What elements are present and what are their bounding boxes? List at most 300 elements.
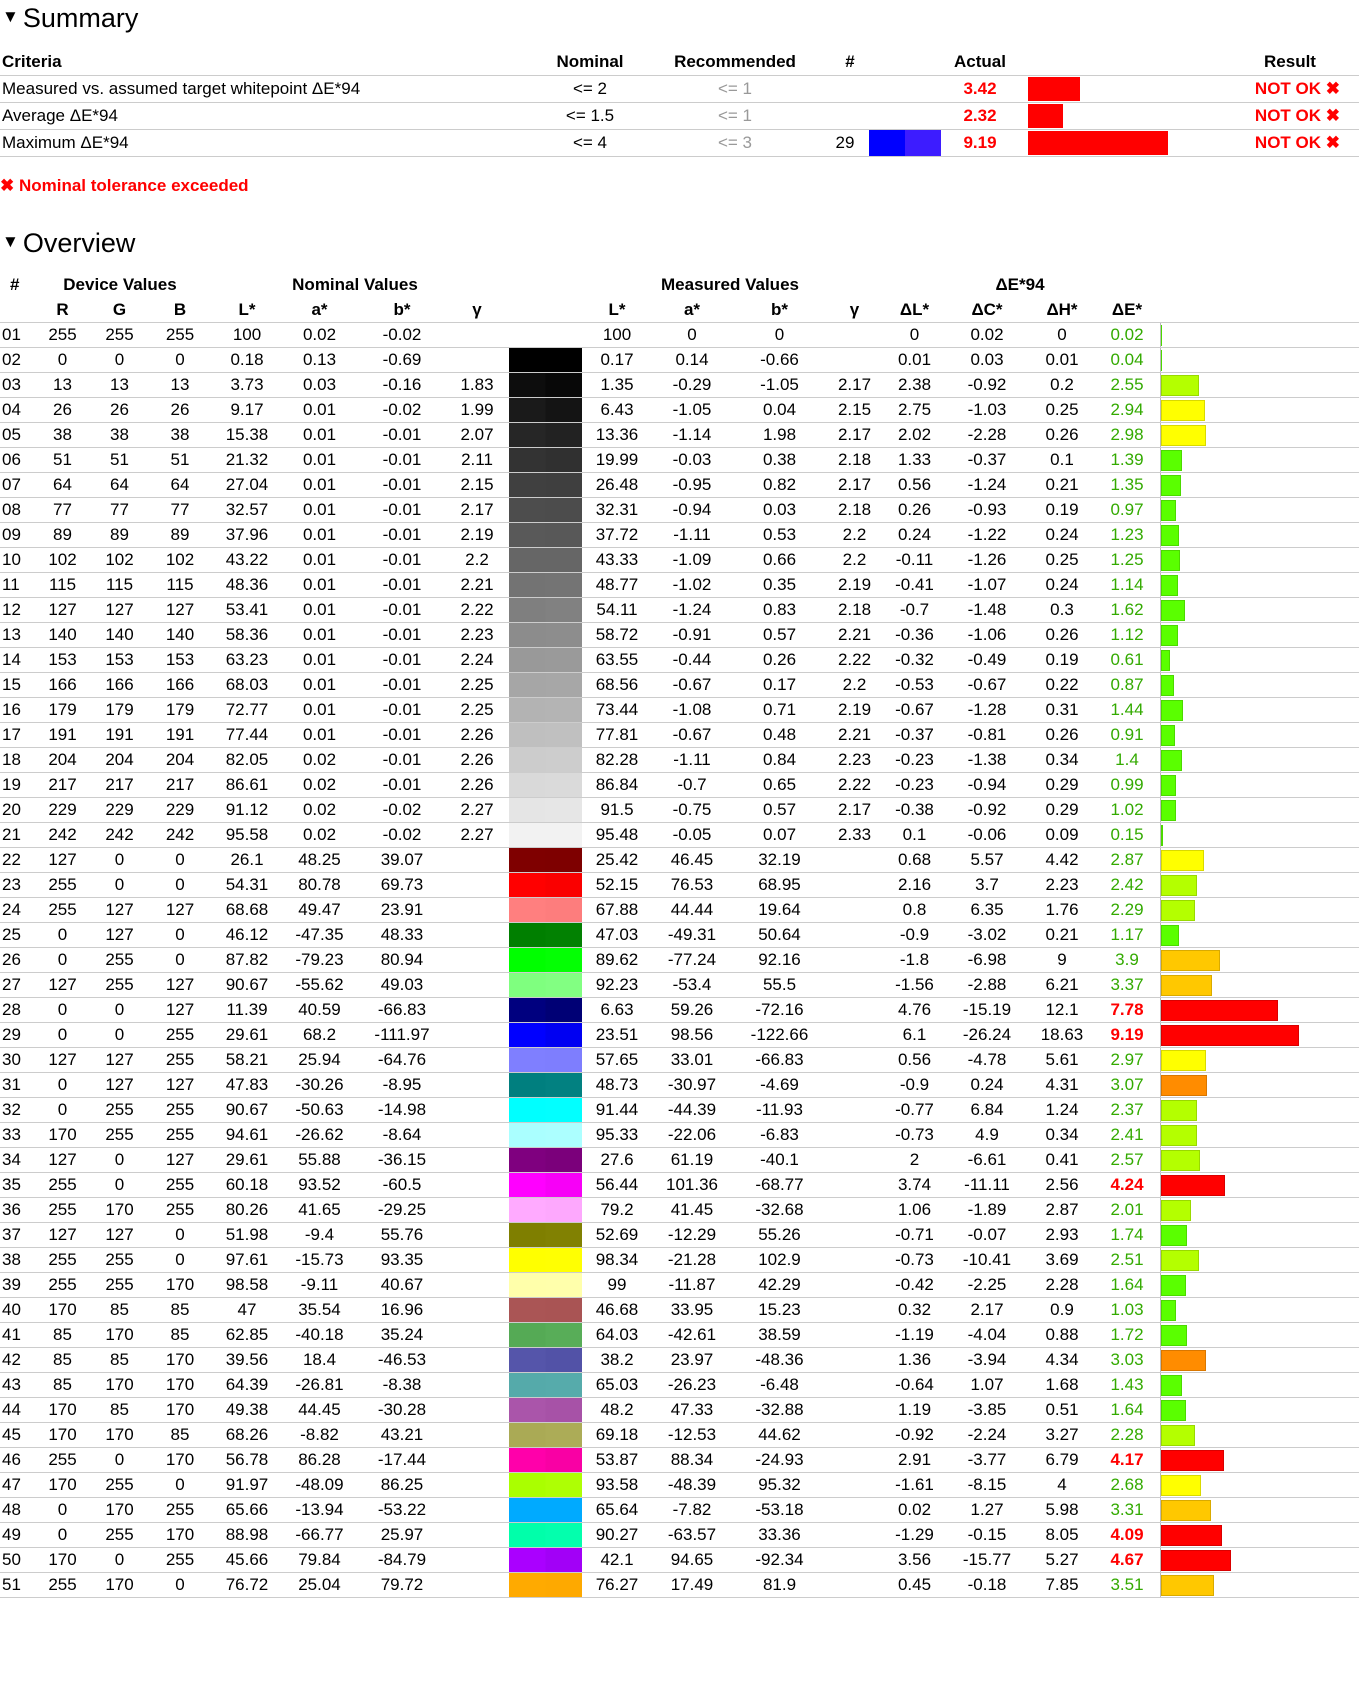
cell-value: 0.71 — [762, 700, 797, 719]
cell-value: -2.88 — [967, 975, 1007, 994]
cell-value: 85 — [110, 1400, 129, 1419]
cell-value: -15.77 — [962, 1550, 1012, 1569]
patch-row — [0, 1198, 1359, 1223]
delta-e-value: 1.35 — [1110, 475, 1144, 494]
cell-value: -0.01 — [382, 775, 422, 794]
recommended-value: <= 3 — [717, 133, 753, 152]
cell-value: 48.33 — [380, 925, 424, 944]
cell-value: -122.66 — [750, 1025, 809, 1044]
cell-value: -1.02 — [672, 575, 712, 594]
cell-value: -50.63 — [295, 1100, 344, 1119]
cell-value: 53.41 — [225, 600, 269, 619]
cell-value: 255 — [165, 1125, 195, 1144]
cell-value: -24.93 — [755, 1450, 804, 1469]
patch-row — [0, 698, 1359, 723]
cell-value: -0.01 — [382, 450, 422, 469]
cell-value: 49.03 — [380, 975, 424, 994]
cell-value: 85 — [53, 1325, 72, 1344]
cell-value: 6.63 — [600, 1000, 634, 1019]
cell-value: 85 — [53, 1375, 72, 1394]
delta-e-value: 2.01 — [1110, 1200, 1144, 1219]
patch-number: 13 — [2, 625, 21, 644]
delta-e-bar — [1161, 1225, 1187, 1246]
cell-value: 2.18 — [837, 500, 872, 519]
cell-value: 0 — [114, 1000, 125, 1019]
cell-value: 255 — [48, 1250, 77, 1269]
delta-e-bar — [1161, 350, 1162, 371]
actual-bar — [1028, 77, 1080, 101]
cell-value: -44.39 — [667, 1100, 717, 1119]
actual-value: 9.19 — [963, 133, 997, 152]
cell-value: 2.19 — [837, 575, 872, 594]
cell-value: 2 — [909, 1150, 920, 1169]
cell-value: 0.68 — [897, 850, 932, 869]
actual-bar — [1028, 104, 1063, 128]
cell-value: 9.17 — [230, 400, 264, 419]
patch-row — [0, 973, 1359, 998]
summary-table — [0, 48, 1359, 158]
cell-value: -4.04 — [967, 1325, 1007, 1344]
cell-value: -15.73 — [295, 1250, 344, 1269]
cell-value: 255 — [48, 1175, 77, 1194]
patch-row — [0, 448, 1359, 473]
cell-value: 2.27 — [460, 825, 494, 844]
cell-value: 50.64 — [758, 925, 801, 944]
color-swatch — [509, 973, 582, 997]
cell-value: 127 — [105, 1075, 134, 1094]
cell-value: 26.48 — [595, 475, 639, 494]
cell-value: 0.14 — [675, 350, 709, 369]
cell-value: 2.26 — [460, 725, 494, 744]
patch-row — [0, 1498, 1359, 1523]
cell-value: 127 — [48, 1225, 77, 1244]
cell-value: 15.23 — [758, 1300, 801, 1319]
cell-value: 60.18 — [225, 1175, 269, 1194]
cell-value: 56.44 — [595, 1175, 639, 1194]
cell-value: 153 — [105, 650, 134, 669]
color-swatch — [509, 898, 582, 922]
cell-value: -79.23 — [295, 950, 344, 969]
cell-value: 115 — [48, 575, 77, 594]
cell-value: 140 — [105, 625, 134, 644]
cell-value: 64 — [110, 475, 129, 494]
cell-value: -1.8 — [899, 950, 930, 969]
cell-value: 0.34 — [1045, 1125, 1079, 1144]
cell-value: 100 — [602, 325, 632, 344]
cell-value: -42.61 — [667, 1325, 717, 1344]
cell-value: 0.04 — [762, 400, 797, 419]
cell-value: 0 — [114, 875, 125, 894]
recommended-value: <= 1 — [717, 79, 753, 98]
delta-e-bar — [1161, 1375, 1182, 1396]
cell-value: -30.28 — [377, 1400, 427, 1419]
cell-value: 43.33 — [595, 550, 639, 569]
cell-value: 0.01 — [302, 400, 337, 419]
collapse-triangle-icon[interactable]: ▼ — [2, 231, 19, 251]
patch-number: 14 — [2, 650, 21, 669]
cell-value: 204 — [48, 750, 77, 769]
delta-e-value: 3.07 — [1110, 1075, 1144, 1094]
cell-value: -15.19 — [962, 1000, 1012, 1019]
cell-value: 0.03 — [970, 350, 1004, 369]
cell-value: 2.15 — [837, 400, 872, 419]
delta-e-value: 0.04 — [1110, 350, 1144, 369]
cell-value: 32.19 — [758, 850, 801, 869]
cell-value: 52.15 — [595, 875, 639, 894]
cell-value: 26 — [53, 400, 72, 419]
cell-value: 229 — [165, 800, 195, 819]
cell-value: 56.78 — [225, 1450, 269, 1469]
cell-value: 127 — [105, 600, 134, 619]
cell-value: 35.54 — [298, 1300, 341, 1319]
cell-value: 101.36 — [666, 1175, 718, 1194]
overview-heading[interactable] — [2, 227, 135, 261]
color-swatch — [509, 1073, 582, 1097]
cell-value: 86.28 — [298, 1450, 341, 1469]
cell-value: 2.15 — [460, 475, 494, 494]
cell-value: -1.22 — [967, 525, 1007, 544]
cell-value: 255 — [105, 1100, 134, 1119]
patch-row — [0, 548, 1359, 573]
cell-value: 140 — [48, 625, 77, 644]
cell-value: 127 — [105, 1225, 134, 1244]
patch-row — [0, 323, 1359, 348]
delta-e-value: 2.55 — [1110, 375, 1144, 394]
cell-value: 82.05 — [225, 750, 269, 769]
cell-value: -1.07 — [967, 575, 1007, 594]
cell-value: 0.66 — [762, 550, 797, 569]
cell-value: 255 — [165, 1025, 195, 1044]
color-swatch — [509, 1523, 582, 1547]
group-header-device: Device Values — [63, 275, 177, 294]
group-header-measured: Measured Values — [661, 275, 799, 294]
cell-value: 127 — [48, 600, 77, 619]
delta-e-bar — [1161, 1075, 1207, 1096]
delta-e-bar — [1161, 1200, 1191, 1221]
patch-number: 18 — [2, 750, 21, 769]
patch-number: 03 — [2, 375, 21, 394]
cell-value: 0.8 — [902, 900, 927, 919]
cell-value: 47 — [237, 1300, 257, 1319]
cell-value: 170 — [48, 1425, 77, 1444]
patch-number: 45 — [2, 1425, 21, 1444]
delta-e-bar — [1161, 675, 1174, 696]
cell-value: 38.59 — [758, 1325, 801, 1344]
cell-value: 46.12 — [225, 925, 269, 944]
cell-value: -30.97 — [667, 1075, 717, 1094]
cell-value: 42.29 — [758, 1275, 801, 1294]
delta-e-bar — [1161, 625, 1178, 646]
cell-value: 217 — [165, 775, 195, 794]
cell-value: 79.2 — [600, 1200, 634, 1219]
cell-value: -11.93 — [756, 1100, 803, 1119]
patch-number: 26 — [2, 950, 21, 969]
patch-number: 06 — [2, 450, 21, 469]
cell-value: 68.26 — [225, 1425, 269, 1444]
cell-value: 1.36 — [897, 1350, 932, 1369]
result-status: NOT OK ✖ — [1254, 133, 1340, 152]
cell-value: 255 — [165, 325, 195, 344]
patch-number: 10 — [2, 550, 21, 569]
cell-value: 88.98 — [225, 1525, 269, 1544]
cell-value: 68.56 — [595, 675, 639, 694]
cell-value: 0.02 — [897, 1500, 932, 1519]
cell-value: 32.31 — [595, 500, 639, 519]
cell-value: 0.1 — [902, 825, 927, 844]
cell-value: -63.57 — [667, 1525, 717, 1544]
patch-row — [0, 423, 1359, 448]
cell-value: 3.56 — [897, 1550, 932, 1569]
criteria-label: Maximum ΔE*94 — [2, 133, 129, 152]
cell-value: 26 — [170, 400, 190, 419]
cell-value: -2.28 — [967, 425, 1007, 444]
cell-value: 55.76 — [380, 1225, 424, 1244]
cell-value: -68.77 — [755, 1175, 804, 1194]
delta-e-bar — [1161, 1550, 1231, 1571]
cell-value: -0.23 — [895, 750, 934, 769]
cell-value: 68.95 — [758, 875, 801, 894]
cell-value: 3.27 — [1045, 1425, 1079, 1444]
color-swatch — [509, 1173, 582, 1197]
cell-value: 0 — [175, 1225, 185, 1244]
cell-value: 255 — [48, 325, 77, 344]
cell-value: -6.48 — [760, 1375, 799, 1394]
patch-row — [0, 748, 1359, 773]
cell-value: 2.19 — [460, 525, 494, 544]
cell-value: 39.56 — [225, 1350, 269, 1369]
cell-value: -10.41 — [962, 1250, 1012, 1269]
color-swatch — [509, 523, 582, 547]
patch-number: 37 — [2, 1225, 21, 1244]
cell-value: 85 — [110, 1300, 129, 1319]
cell-value: -22.06 — [667, 1125, 717, 1144]
cell-value: 15.38 — [225, 425, 269, 444]
color-swatch — [509, 598, 582, 622]
summary-heading[interactable] — [2, 2, 138, 36]
cell-value: -0.03 — [672, 450, 712, 469]
cell-value: 40.59 — [298, 1000, 341, 1019]
cell-value: -1.28 — [967, 700, 1007, 719]
patch-row — [0, 473, 1359, 498]
cell-value: 2.26 — [460, 750, 494, 769]
delta-e-bar — [1161, 1175, 1225, 1196]
cell-value: -47.35 — [295, 925, 344, 944]
patch-row — [0, 1523, 1359, 1548]
cell-value: 127 — [105, 1050, 134, 1069]
delta-e-value: 0.87 — [1110, 675, 1144, 694]
tolerance-exceeded-note: ✖ Nominal tolerance exceeded — [0, 176, 249, 195]
cell-value: 99 — [607, 1275, 627, 1294]
color-swatch — [509, 548, 582, 572]
patch-row — [0, 648, 1359, 673]
cell-value: -1.89 — [967, 1200, 1007, 1219]
cell-value: 0 — [57, 950, 68, 969]
cell-value: 63.55 — [595, 650, 639, 669]
delta-e-bar — [1161, 1275, 1186, 1296]
patch-number: 23 — [2, 875, 21, 894]
color-swatch — [509, 923, 582, 947]
patch-row — [0, 873, 1359, 898]
cell-value: 68.2 — [302, 1025, 337, 1044]
nominal-value: <= 4 — [572, 133, 608, 152]
delta-e-bar — [1161, 875, 1197, 896]
cell-value: 17.49 — [670, 1575, 714, 1594]
cell-value: -92.34 — [755, 1550, 804, 1569]
cell-value: 37.72 — [595, 525, 639, 544]
cell-value: -1.09 — [672, 550, 712, 569]
cell-value: 170 — [165, 1375, 195, 1394]
patch-number: 12 — [2, 600, 21, 619]
group-header-num: # — [10, 275, 20, 294]
cell-value: 93.35 — [380, 1250, 424, 1269]
delta-e-bar — [1161, 1450, 1224, 1471]
cell-value: 0.02 — [302, 800, 337, 819]
cell-value: 0.9 — [1050, 1300, 1074, 1319]
cell-value: -1.61 — [895, 1475, 934, 1494]
cell-value: 0.56 — [897, 475, 932, 494]
delta-e-value: 2.87 — [1110, 850, 1144, 869]
cell-value: 35.24 — [380, 1325, 424, 1344]
cell-value: 32.57 — [225, 500, 269, 519]
patch-row — [0, 1373, 1359, 1398]
cell-value: 0.82 — [762, 475, 797, 494]
worst-patch-number: 29 — [835, 133, 855, 152]
delta-e-bar — [1161, 1250, 1199, 1271]
cell-value: 46.68 — [595, 1300, 639, 1319]
delta-e-value: 2.28 — [1110, 1425, 1144, 1444]
cell-value: 1.06 — [897, 1200, 932, 1219]
column-header: b* — [393, 300, 411, 319]
cell-value: 6.84 — [970, 1100, 1004, 1119]
cell-value: -0.01 — [382, 475, 422, 494]
delta-e-bar — [1161, 900, 1195, 921]
color-swatch — [509, 848, 582, 872]
cell-value: 0 — [57, 350, 68, 369]
cell-value: 0 — [57, 925, 68, 944]
cell-value: 48.36 — [225, 575, 269, 594]
cell-value: 0.24 — [1045, 575, 1079, 594]
delta-e-bar — [1161, 850, 1204, 871]
cell-value: 170 — [165, 1350, 195, 1369]
delta-e-value: 3.31 — [1110, 1500, 1144, 1519]
delta-e-bar — [1161, 1000, 1278, 1021]
patch-number: 48 — [2, 1500, 21, 1519]
delta-e-bar — [1161, 475, 1181, 496]
cell-value: -0.53 — [895, 675, 934, 694]
cell-value: -72.16 — [755, 1000, 804, 1019]
color-swatch — [509, 1498, 582, 1522]
cell-value: 27.04 — [225, 475, 269, 494]
cell-value: 38 — [110, 425, 129, 444]
cell-value: 0.25 — [1045, 550, 1079, 569]
cell-value: -0.36 — [895, 625, 934, 644]
cell-value: 0.01 — [302, 475, 337, 494]
cell-value: -4.69 — [760, 1075, 799, 1094]
cell-value: 2.24 — [460, 650, 494, 669]
cell-value: 90.67 — [225, 975, 269, 994]
patch-number: 46 — [2, 1450, 21, 1469]
cell-value: 0.07 — [762, 825, 797, 844]
patch-row — [0, 398, 1359, 423]
cell-value: 179 — [165, 700, 195, 719]
cell-value: -64.76 — [377, 1050, 427, 1069]
recommended-value: <= 1 — [717, 106, 753, 125]
delta-e-value: 4.09 — [1110, 1525, 1144, 1544]
delta-e-bar — [1161, 1325, 1187, 1346]
cell-value: 13 — [53, 375, 72, 394]
cell-value: 170 — [105, 1325, 134, 1344]
cell-value: -60.5 — [382, 1175, 422, 1194]
cell-value: 0.35 — [762, 575, 797, 594]
cell-value: 5.61 — [1045, 1050, 1079, 1069]
cell-value: -1.08 — [672, 700, 712, 719]
cell-value: 166 — [165, 675, 195, 694]
color-swatch — [509, 473, 582, 497]
cell-value: 0.01 — [897, 350, 932, 369]
cell-value: 98.34 — [595, 1250, 639, 1269]
header-actual: Actual — [954, 52, 1006, 71]
delta-e-value: 3.37 — [1110, 975, 1144, 994]
cell-value: 255 — [48, 1275, 77, 1294]
cell-value: 0.25 — [1045, 400, 1079, 419]
patch-number: 38 — [2, 1250, 21, 1269]
cell-value: 0.01 — [302, 700, 337, 719]
cell-value: 33.95 — [670, 1300, 714, 1319]
cell-value: 127 — [165, 900, 195, 919]
cell-value: 3.74 — [897, 1175, 932, 1194]
color-swatch — [509, 723, 582, 747]
cell-value: 1.98 — [762, 425, 797, 444]
patch-number: 31 — [2, 1075, 21, 1094]
cell-value: -66.83 — [377, 1000, 427, 1019]
cell-value: 77 — [170, 500, 190, 519]
cell-value: -0.67 — [967, 675, 1007, 694]
cell-value: -0.23 — [895, 775, 934, 794]
cell-value: 100 — [232, 325, 262, 344]
delta-e-value: 0.97 — [1110, 500, 1144, 519]
collapse-triangle-icon[interactable]: ▼ — [2, 6, 19, 26]
cell-value: 0 — [114, 1450, 125, 1469]
cell-value: 0.34 — [1045, 750, 1079, 769]
color-swatch — [509, 948, 582, 972]
cell-value: -0.05 — [672, 825, 712, 844]
cell-value: -11.11 — [964, 1175, 1010, 1194]
cell-value: -1.05 — [672, 400, 712, 419]
color-swatch — [509, 1373, 582, 1397]
cell-value: 2.11 — [461, 450, 493, 469]
cell-value: 72.77 — [225, 700, 269, 719]
color-swatch — [509, 1573, 582, 1597]
patch-number: 11 — [2, 575, 20, 594]
cell-value: 59.26 — [670, 1000, 714, 1019]
patch-row — [0, 1023, 1359, 1048]
delta-e-bar — [1161, 575, 1178, 596]
color-swatch — [509, 773, 582, 797]
delta-e-value: 0.91 — [1110, 725, 1144, 744]
patch-row — [0, 998, 1359, 1023]
cell-value: 2.38 — [897, 375, 932, 394]
cell-value: -0.69 — [382, 350, 422, 369]
cell-value: 98.56 — [670, 1025, 714, 1044]
cell-value: -0.9 — [899, 1075, 930, 1094]
cell-value: 4.9 — [975, 1125, 999, 1144]
cell-value: 0 — [774, 325, 785, 344]
cell-value: 4.76 — [897, 1000, 932, 1019]
cell-value: 85 — [110, 1350, 129, 1369]
cell-value: 0 — [114, 1150, 125, 1169]
cell-value: 1.68 — [1045, 1375, 1079, 1394]
cell-value: 166 — [105, 675, 134, 694]
